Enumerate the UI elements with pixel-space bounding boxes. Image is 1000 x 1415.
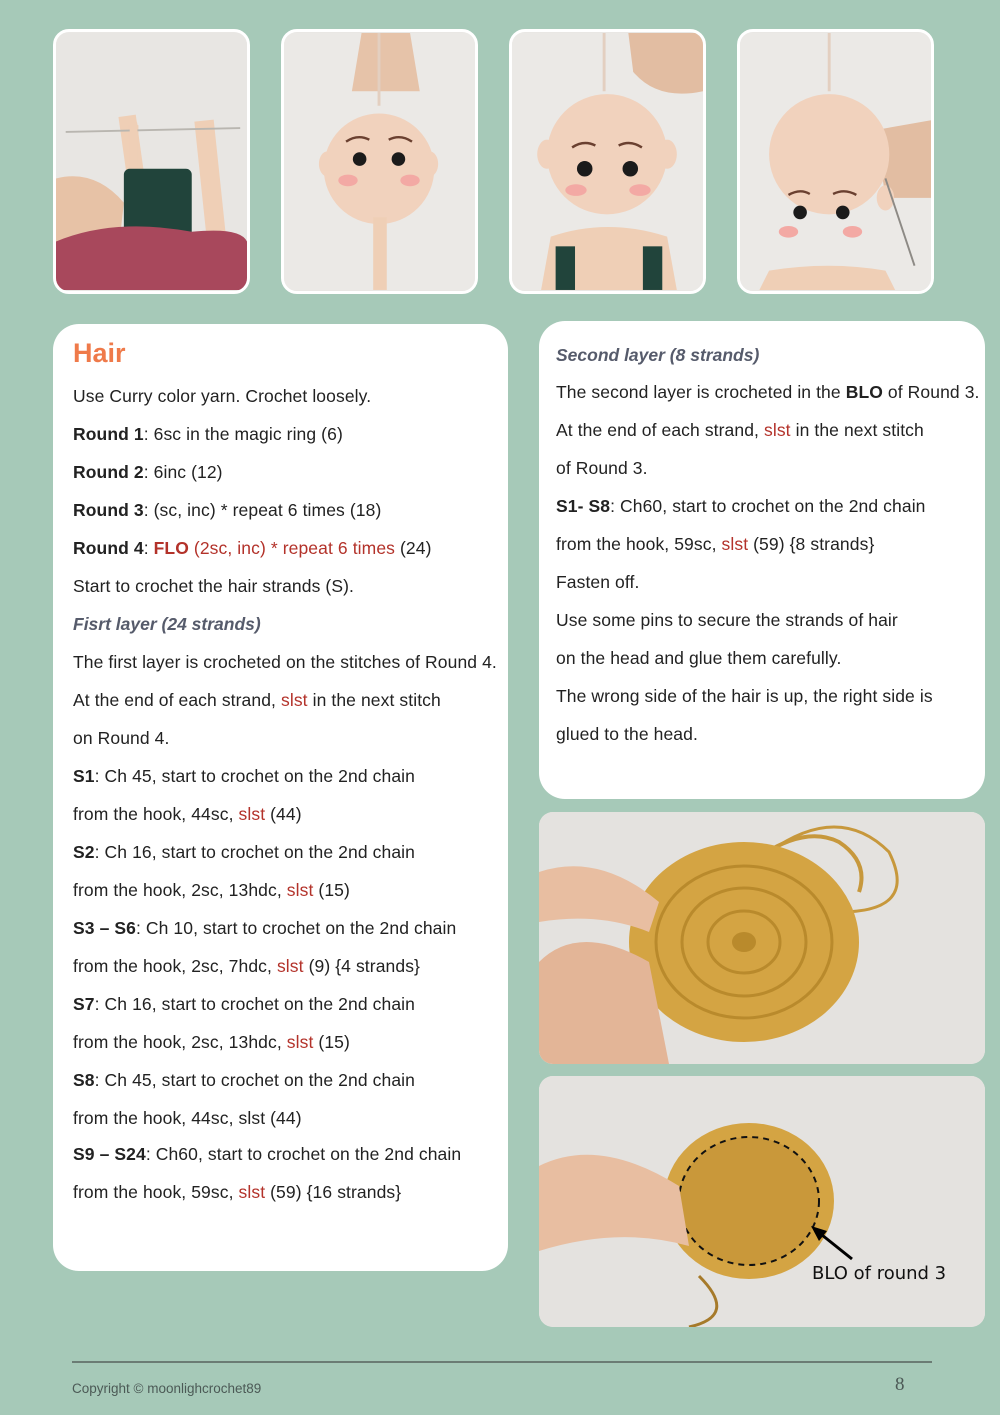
fasten-off: Fasten off. bbox=[556, 572, 640, 592]
photo-doll-head-close bbox=[509, 29, 706, 294]
second-layer-line-3: of Round 3. bbox=[556, 458, 648, 478]
strand-s3-line-1: S3 – S6: Ch 10, start to crochet on the 2nd chain bbox=[73, 918, 457, 938]
first-layer-line-2: At the end of each strand, slst in the next stitch bbox=[73, 690, 441, 710]
round-4: Round 4: FLO (2sc, inc) * repeat 6 times (24) bbox=[73, 538, 432, 558]
pins-line-1: Use some pins to secure the strands of hair bbox=[556, 610, 898, 630]
photo-doll-head-front bbox=[281, 29, 478, 294]
doll-head-close-photo bbox=[512, 32, 703, 291]
strand-s2-line-2: from the hook, 2sc, 13hdc, slst (15) bbox=[73, 880, 350, 900]
start-strands: Start to crochet the hair strands (S). bbox=[73, 576, 354, 596]
strand-s1-line-1: S1: Ch 45, start to crochet on the 2nd chain bbox=[73, 766, 415, 786]
second-layer-card bbox=[539, 321, 985, 799]
first-layer-line-3: on Round 4. bbox=[73, 728, 170, 748]
photo-hair-cap-blo bbox=[539, 1076, 985, 1327]
second-layer-line-2: At the end of each strand, slst in the next stitch bbox=[556, 420, 924, 440]
second-layer-line-1: The second layer is crocheted in the BLO of Round 3. bbox=[556, 382, 980, 402]
copyright-text: Copyright © moonlighcrochet89 bbox=[72, 1381, 262, 1396]
strand-s2-line-1: S2: Ch 16, start to crochet on the 2nd chain bbox=[73, 842, 415, 862]
first-layer-title: Fisrt layer (24 strands) bbox=[73, 614, 261, 634]
blo-caption: BLO of round 3 bbox=[812, 1263, 947, 1284]
hair-cap-spiral-photo bbox=[539, 812, 985, 1064]
round-3: Round 3: (sc, inc) * repeat 6 times (18) bbox=[73, 500, 382, 520]
round-1: Round 1: 6sc in the magic ring (6) bbox=[73, 424, 343, 444]
strand-s7-line-2: from the hook, 2sc, 13hdc, slst (15) bbox=[73, 1032, 350, 1052]
strand-s3-line-2: from the hook, 2sc, 7hdc, slst (9) {4 strands} bbox=[73, 956, 420, 976]
strand-s9-line-1: S9 – S24: Ch60, start to crochet on the 2nd chain bbox=[73, 1144, 462, 1164]
hair-intro: Use Curry color yarn. Crochet loosely. bbox=[73, 386, 372, 406]
second-strand-line-1: S1- S8: Ch60, start to crochet on the 2nd chain bbox=[556, 496, 926, 516]
doll-head-side-photo bbox=[740, 32, 931, 291]
hair-cap-blo-photo bbox=[539, 1076, 985, 1327]
doll-head-front-photo bbox=[284, 32, 475, 291]
pins-line-2: on the head and glue them carefully. bbox=[556, 648, 842, 668]
strand-s9-line-2: from the hook, 59sc, slst (59) {16 strands} bbox=[73, 1182, 402, 1202]
second-layer-title: Second layer (8 strands) bbox=[556, 345, 760, 365]
hair-title: Hair bbox=[73, 338, 126, 368]
strand-s8-line-1: S8: Ch 45, start to crochet on the 2nd chain bbox=[73, 1070, 415, 1090]
photo-doll-body bbox=[53, 29, 250, 294]
doll-body-with-needle-photo bbox=[56, 32, 247, 291]
round-2: Round 2: 6inc (12) bbox=[73, 462, 223, 482]
footer-divider bbox=[72, 1361, 932, 1363]
strand-s7-line-1: S7: Ch 16, start to crochet on the 2nd chain bbox=[73, 994, 415, 1014]
photo-doll-head-side bbox=[737, 29, 934, 294]
photo-hair-cap-spiral bbox=[539, 812, 985, 1064]
strand-s1-line-2: from the hook, 44sc, slst (44) bbox=[73, 804, 302, 824]
first-layer-line-1: The first layer is crocheted on the stitches of Round 4. bbox=[73, 652, 497, 672]
wrong-side-line-2: glued to the head. bbox=[556, 724, 698, 744]
page-number: 8 bbox=[895, 1374, 905, 1395]
wrong-side-line-1: The wrong side of the hair is up, the right side is bbox=[556, 686, 933, 706]
strand-s8-line-2: from the hook, 44sc, slst (44) bbox=[73, 1108, 302, 1128]
second-strand-line-2: from the hook, 59sc, slst (59) {8 strands} bbox=[556, 534, 875, 554]
hair-instructions-card bbox=[53, 324, 508, 1271]
